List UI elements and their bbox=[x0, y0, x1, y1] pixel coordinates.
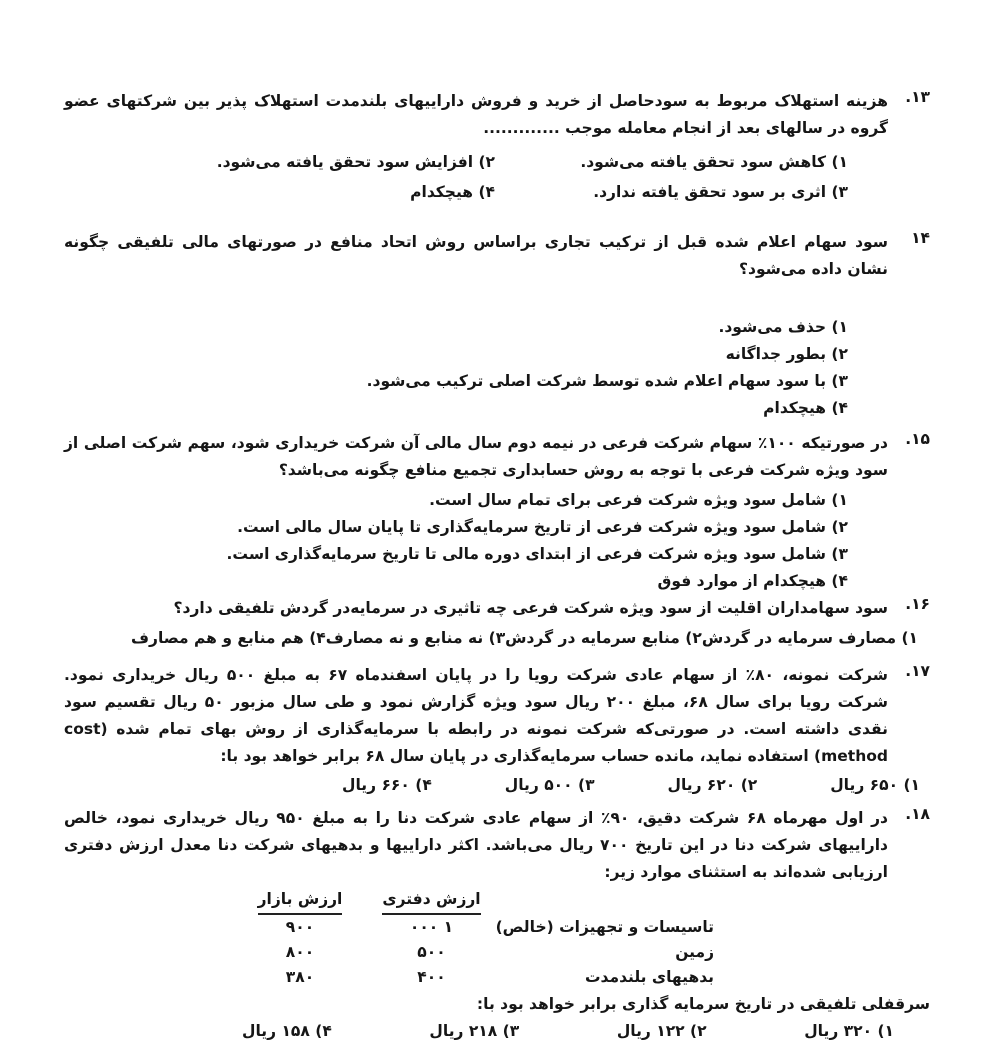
option-2: ۲) شامل سود ویژه شرکت فرعی از تاریخ سرمایه‌گذاری تا پایان سال مالی است. bbox=[237, 518, 848, 536]
question-text: شرکت نمونه، ۸۰٪ از سهام عادی شرکت رویا را در پایان اسفندماه ۶۷ به مبلغ ۵۰۰ ریال خریداری نمود. شرکت رویا برای سال ۶۸، مبلغ ۲۰۰ ریال سود ویژه گزارش نمود و طی سال مزبور ۵۰ ریال تقسیم سود نقدی داشته است. در صورتی‌که شرکت نمونه در رابطه با سرمایه‌گذاری از روش بهای تمام شده (cost method) استفاده نماید، مانده حساب سرمایه‌گذاری در پایان سال ۶۸ برابر خواهد بود با: bbox=[64, 666, 889, 765]
question-13 bbox=[64, 88, 930, 207]
option-1: ۱) حذف می‌شود. bbox=[718, 318, 848, 336]
option-2: ۲) منابع سرمایه در گردش bbox=[505, 629, 702, 647]
option-3: ۳) ۵۰۰ ریال bbox=[504, 776, 595, 794]
question-16 bbox=[64, 595, 930, 652]
option-4: ۴) هیچکدام bbox=[763, 399, 848, 417]
question-18 bbox=[64, 805, 930, 1044]
market-value: ۳۸۰ bbox=[285, 968, 315, 986]
book-value: ۱ ۰۰۰ bbox=[409, 918, 454, 936]
question-18-options bbox=[242, 1018, 894, 1044]
question-number: ۱۶. bbox=[905, 595, 930, 613]
question-15 bbox=[64, 430, 930, 595]
option-3: ۳) ۲۱۸ ریال bbox=[429, 1022, 520, 1040]
book-value: ۴۰۰ bbox=[417, 968, 446, 986]
question-text: سود سهام اعلام شده قبل از ترکیب تجاری براساس روش اتحاد منافع در صورتهای مالی تلفیقی چگونه نشان داده می‌شود؟ bbox=[64, 233, 888, 278]
table-row bbox=[236, 940, 714, 965]
option-3: ۳) شامل سود ویژه شرکت فرعی از ابتدای دوره مالی تا تاریخ سرمایه‌گذاری است. bbox=[226, 545, 848, 563]
table-row bbox=[236, 915, 714, 940]
table-row bbox=[236, 965, 714, 990]
question-15-options bbox=[64, 487, 930, 595]
option-1: ۱) ۶۵۰ ریال bbox=[830, 776, 920, 794]
question-text: سود سهامداران اقلیت از سود ویژه شرکت فرعی چه تاثیری در سرمایه‌در گردش تلفیقی دارد؟ bbox=[173, 599, 888, 617]
table-header-row bbox=[236, 887, 714, 915]
question-text: در اول مهرماه ۶۸ شرکت دقیق، ۹۰٪ از سهام عادی شرکت دنا را به مبلغ ۹۵۰ ریال خریداری نمود، خالص داراییهای شرکت دنا در این تاریخ ۷۰۰ ریال می‌باشد. اکثر داراییها و بدهیهای شرکت دنا معدل ارزش دفتری ارزیابی شده‌اند به استثنای موارد زیر: bbox=[64, 809, 888, 881]
option-2: ۲) بطور جداگانه bbox=[725, 345, 848, 363]
question-17-options bbox=[342, 772, 920, 799]
question-text: در صورتیکه ۱۰۰٪ سهام شرکت فرعی در نیمه دوم سال مالی آن شرکت خریداری شود، سهم شرکت اصلی از سود ویژه شرکت فرعی با توجه به روش حسابداری تجمیع منافع چگونه می‌باشد؟ bbox=[64, 434, 888, 479]
option-2: ۲) ۱۲۲ ریال bbox=[616, 1022, 707, 1040]
question-17 bbox=[64, 662, 930, 799]
market-value: ۹۰۰ bbox=[285, 918, 315, 936]
values-table bbox=[236, 887, 714, 990]
column-header-market-value: ارزش بازار bbox=[258, 887, 343, 915]
option-3: ۳) نه منابع و نه مصارف bbox=[325, 629, 506, 647]
book-value: ۵۰۰ bbox=[417, 943, 446, 961]
option-1: ۱) کاهش سود تحقق یافته می‌شود. bbox=[580, 153, 848, 171]
option-4: ۴) هیچکدام bbox=[410, 183, 495, 201]
question-14-options bbox=[64, 314, 930, 422]
row-label: بدهیهای بلندمدت bbox=[584, 968, 714, 986]
option-4: ۴) هم منابع و هم مصارف bbox=[131, 629, 326, 647]
question-number: ۱۳. bbox=[905, 88, 930, 106]
column-header-book-value: ارزش دفتری bbox=[382, 887, 480, 915]
table-header-spacer bbox=[499, 887, 714, 915]
row-label: زمین bbox=[675, 943, 714, 961]
option-3: ۳) اثری بر سود تحقق یافته ندارد. bbox=[593, 183, 848, 201]
option-3: ۳) با سود سهام اعلام شده توسط شرکت اصلی ترکیب می‌شود. bbox=[366, 372, 848, 390]
option-2: ۲) افزایش سود تحقق یافته می‌شود. bbox=[216, 153, 495, 171]
option-4: ۴) ۶۶۰ ریال bbox=[342, 776, 432, 794]
question-number: ۱۴ bbox=[911, 229, 930, 247]
question-number: ۱۵. bbox=[905, 430, 930, 448]
question-number: ۱۸. bbox=[905, 805, 930, 823]
row-label: تاسیسات و تجهیزات (خالص) bbox=[495, 918, 714, 936]
option-1: ۱) مصارف سرمایه در گردش bbox=[701, 629, 918, 647]
option-1: ۱) شامل سود ویژه شرکت فرعی برای تمام سال است. bbox=[429, 491, 848, 509]
question-text: هزینه استهلاک مربوط به سودحاصل از خرید و فروش داراییهای بلندمدت استهلاک پذیر بین شرکتهای عضو گروه در سالهای بعد از انجام معامله موجب ............. bbox=[64, 92, 888, 137]
question-13-options bbox=[64, 147, 930, 207]
question-14 bbox=[64, 229, 930, 422]
goodwill-question-line: سرقفلی تلفیقی در تاریخ سرمایه گذاری برابر خواهد بود با: bbox=[476, 995, 930, 1013]
option-4: ۴) هیچکدام از موارد فوق bbox=[657, 572, 848, 590]
option-1: ۱) ۳۲۰ ریال bbox=[804, 1022, 894, 1040]
question-16-options bbox=[131, 625, 918, 652]
option-2: ۲) ۶۲۰ ریال bbox=[667, 776, 758, 794]
question-number: ۱۷. bbox=[905, 662, 930, 680]
market-value: ۸۰۰ bbox=[285, 943, 315, 961]
option-4: ۴) ۱۵۸ ریال bbox=[242, 1022, 332, 1040]
